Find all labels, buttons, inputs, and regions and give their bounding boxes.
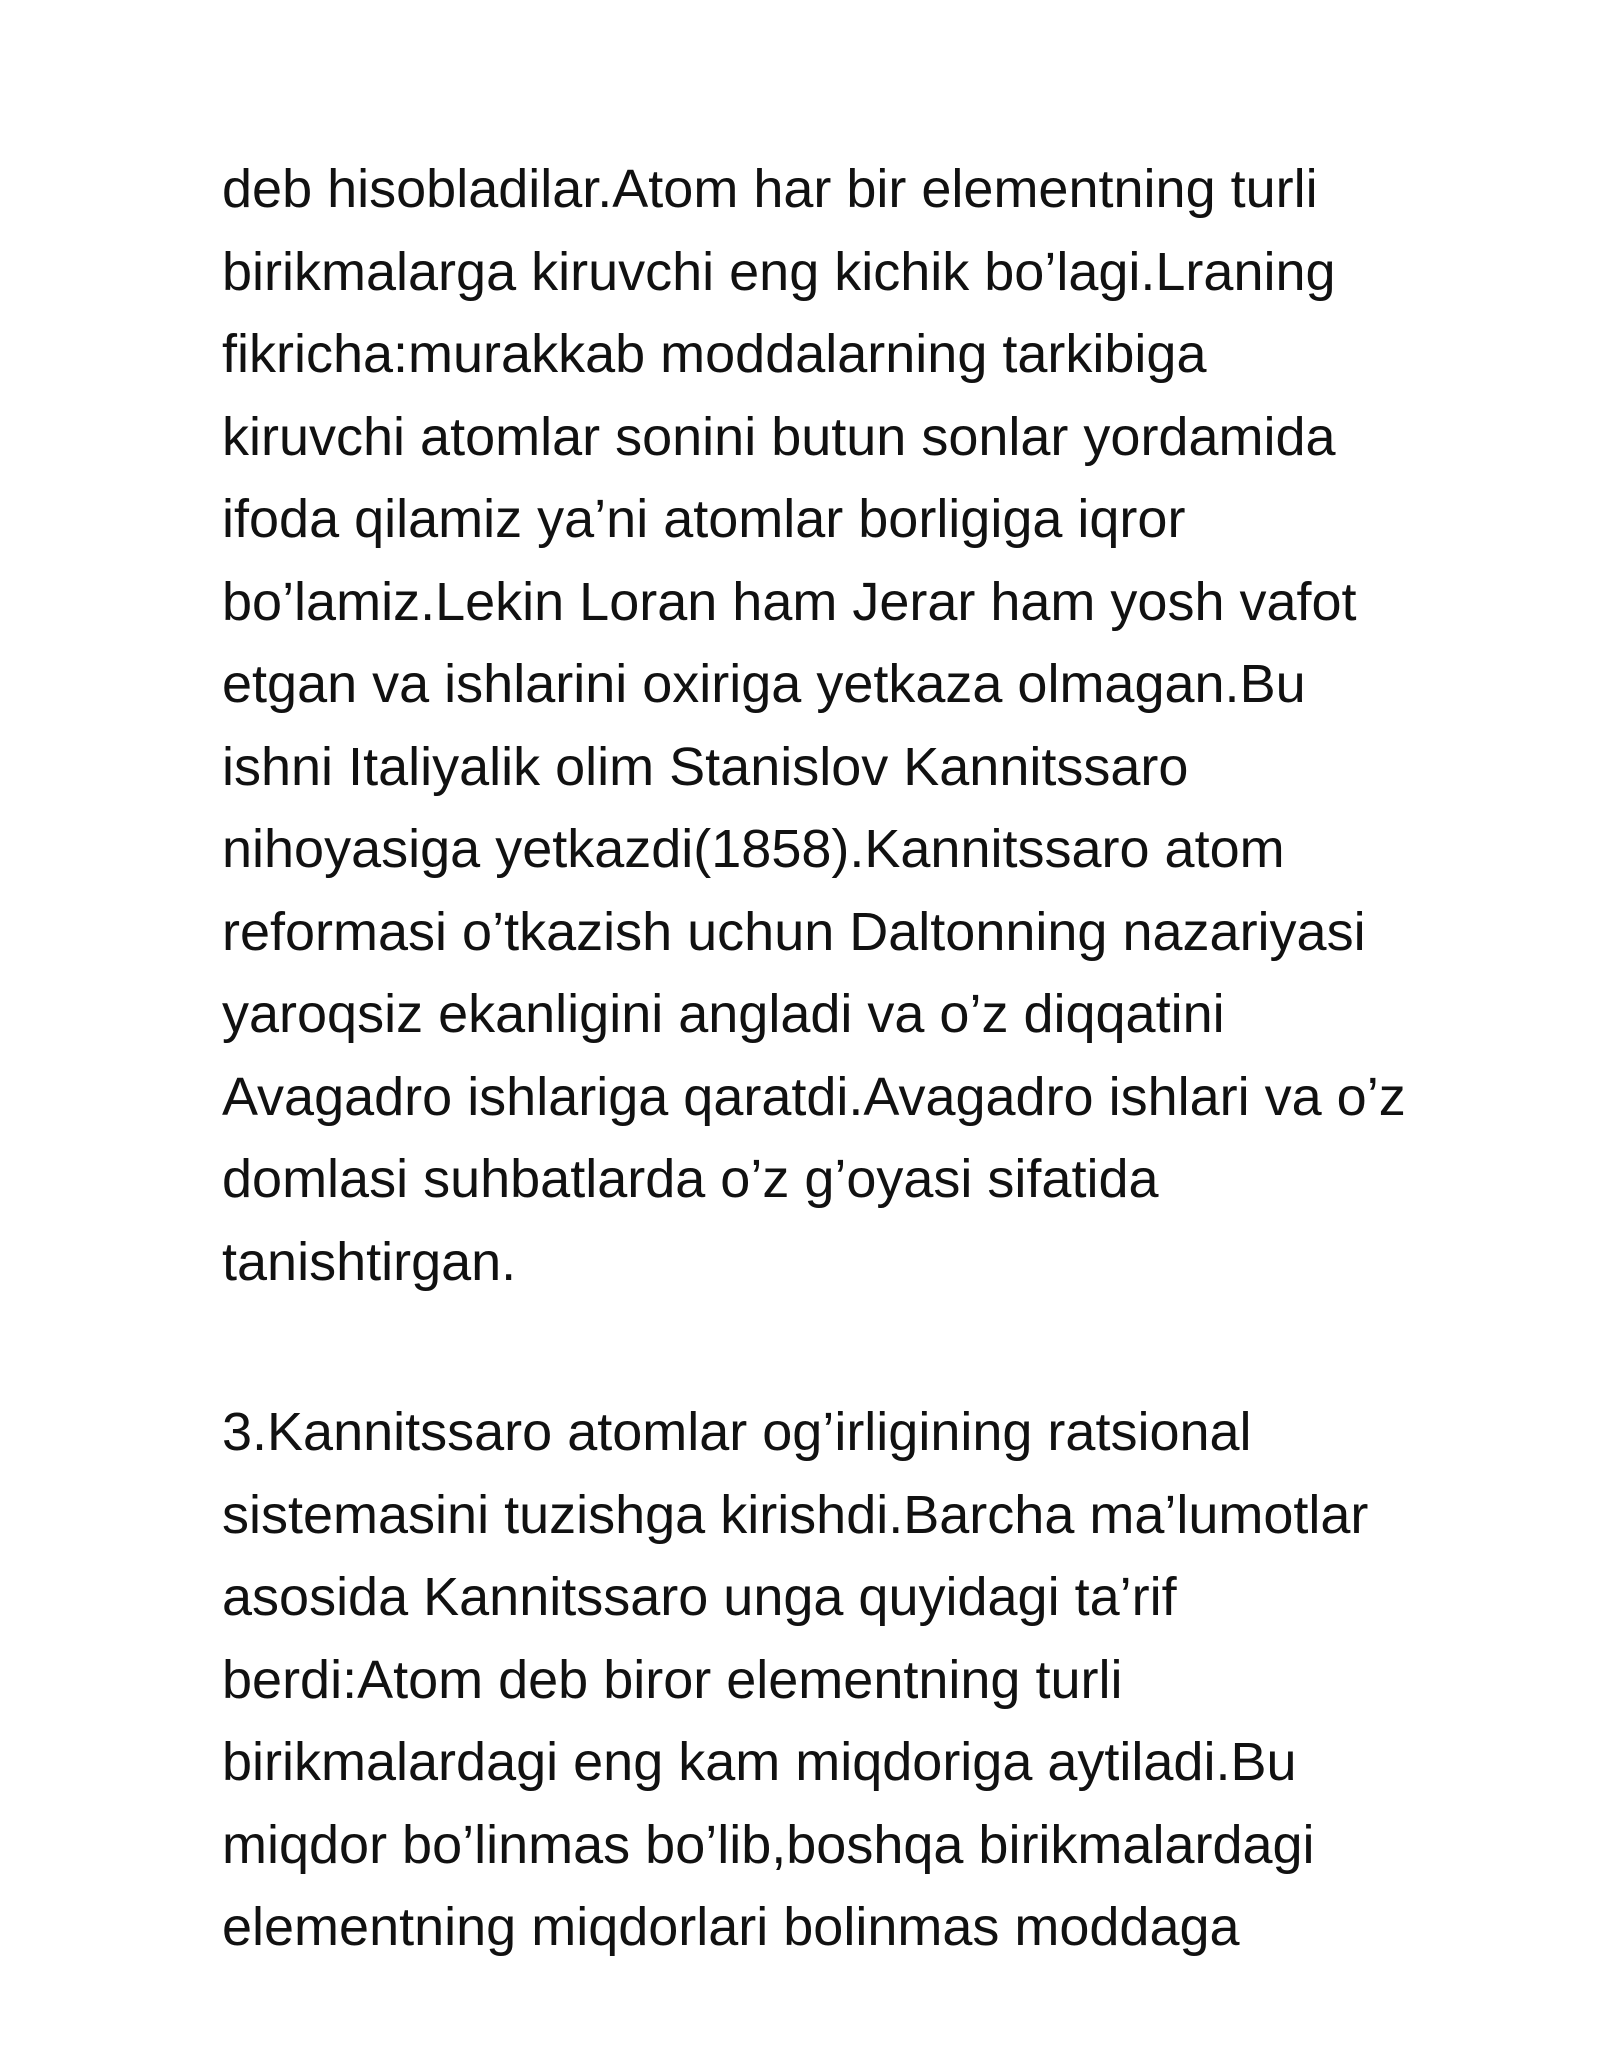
document-body [222,148,1522,1969]
text-line: berdi:Atom deb biror elementning turli [222,1649,1123,1710]
text-line: birikmalardagi eng kam miqdoriga aytiladi.Bu [222,1732,1297,1792]
text-line: etgan va ishlarini oxiriga yetkaza olmagan.Bu [222,654,1306,714]
text-line: miqdor bo’linmas bo’lib,boshqa birikmalardagi [222,1814,1315,1875]
text-line: reformasi o’tkazish uchun Daltonning nazariyasi [222,901,1366,962]
text-line: ishni Italiyalik olim Stanislov Kannitssaro [222,736,1189,797]
text-line: Avagadro ishlariga qaratdi.Avagadro ishlari va o’z [222,1066,1406,1127]
text-line: elementning miqdorlari bolinmas moddaga [222,1897,1240,1957]
text-line: domlasi suhbatlarda o’z g’oyasi sifatida [222,1149,1159,1209]
paragraph-1 [222,148,1522,1391]
text-line: deb hisobladilar.Atom har bir elementning turli [222,159,1318,219]
text-line: bo’lamiz.Lekin Loran ham Jerar ham yosh vafot [222,571,1357,632]
text-line: 3.Kannitssaro atomlar og’irligining ratsional [222,1402,1252,1462]
text-line: nihoyasiga yetkazdi(1858).Kannitssaro atom [222,819,1285,879]
text-line: sistemasini tuzishga kirishdi.Barcha ma’lumotlar [222,1484,1369,1545]
paragraph-2 [222,1391,1522,1969]
text-line: tanishtirgan. [222,1231,517,1292]
text-line: kiruvchi atomlar sonini butun sonlar yordamida [222,406,1336,467]
text-line: fikricha:murakkab moddalarning tarkibiga [222,324,1207,384]
text-line: birikmalarga kiruvchi eng kichik bo’lagi.Lraning [222,241,1336,302]
text-line: ifoda qilamiz ya’ni atomlar borligiga iqror [222,489,1186,549]
text-line: yaroqsiz ekanligini angladi va o’z diqqatini [222,984,1225,1044]
text-line: asosida Kannitssaro unga quyidagi ta’rif [222,1567,1177,1627]
